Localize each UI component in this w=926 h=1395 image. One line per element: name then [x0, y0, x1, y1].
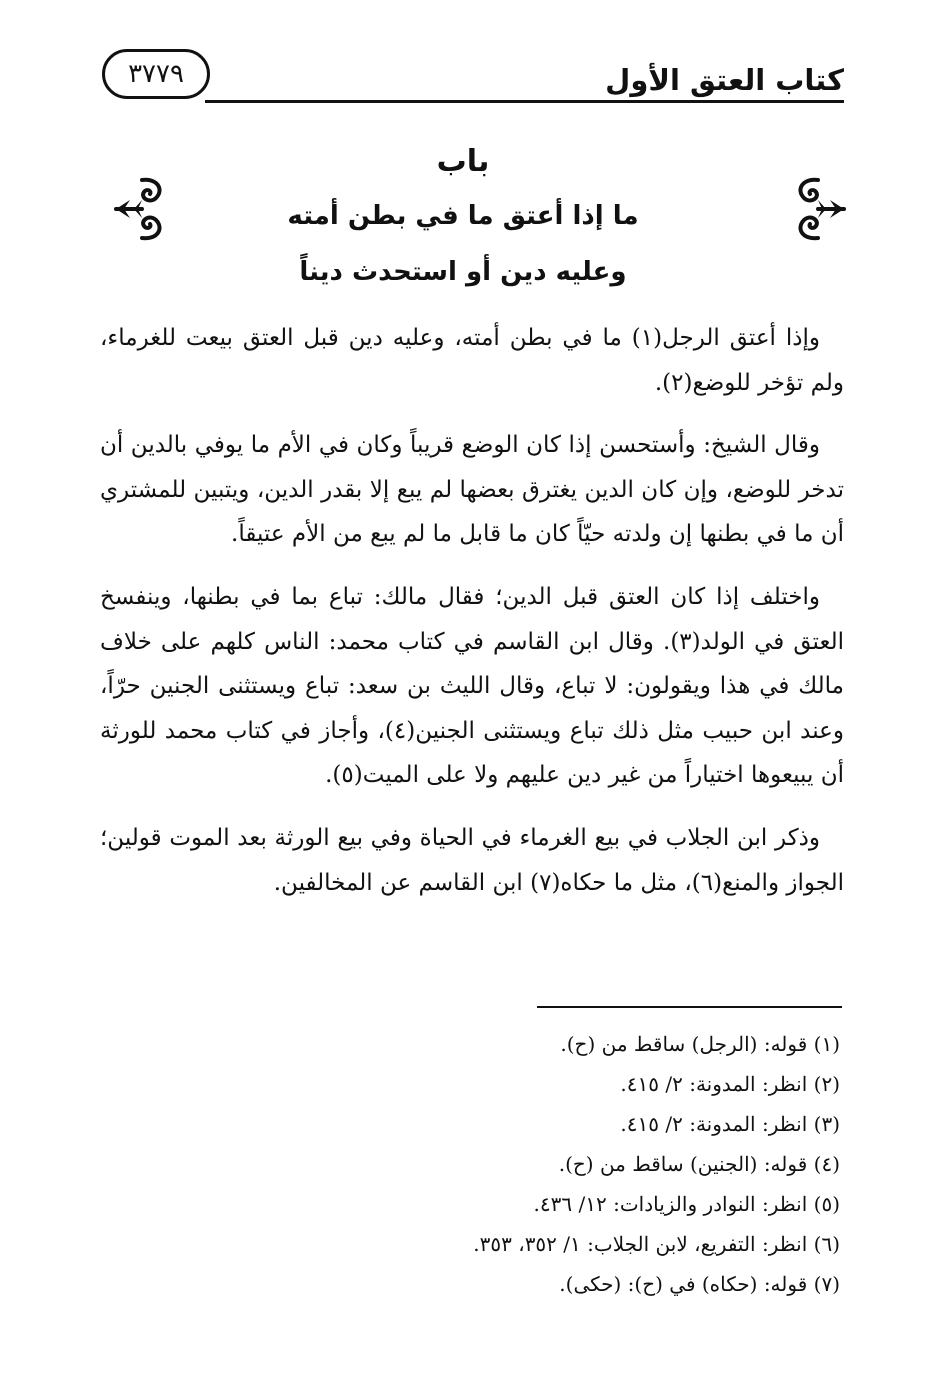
page-number-frame [102, 49, 210, 99]
footnote: (٥) انظر: النوادر والزيادات: ١٢/ ٤٣٦. [533, 1192, 840, 1216]
paragraph: وإذا أعتق الرجل(١) ما في بطن أمته، وعليه دين قبل العتق بيعت للغرماء، ولم تؤخر للوضع(٢). [100, 325, 844, 396]
page-number: ٣٧٧٩ [128, 59, 184, 89]
footnote: (١) قوله: (الرجل) ساقط من (ح). [560, 1032, 840, 1056]
footnote: (٣) انظر: المدونة: ٢/ ٤١٥. [620, 1112, 840, 1136]
footnote: (٢) انظر: المدونة: ٢/ ٤١٥. [620, 1072, 840, 1096]
footnote: (٦) انظر: التفريع، لابن الجلاب: ١/ ٣٥٢، ٣٥٣. [473, 1232, 840, 1256]
chapter-label: باب [436, 144, 490, 179]
paragraph: واختلف إذا كان العتق قبل الدين؛ فقال مالك: تباع بما في بطنها، وينفسخ العتق في الولد(٣). وقال ابن القاسم في كتاب محمد: الناس كلهم على خلاف مالك في هذا ويقولون: لا تباع، وقال الليث بن سعد: تباع ويستثنى الجنين حرّاً، وعند ابن حبيب مثل ذلك تباع ويستثنى الجنين(٤)، وأجاز في كتاب محمد للورثة أن يبيعوها اختياراً من غير دين عليهم ولا على الميت(٥). [100, 583, 844, 789]
arabesque-ornament-icon [110, 170, 172, 248]
chapter-title-line: ما إذا أعتق ما في بطن أمته [287, 201, 639, 231]
arabesque-ornament-icon [788, 170, 850, 248]
chapter-heading [200, 140, 726, 310]
footnote: (٧) قوله: (حكاه) في (ح): (حكى). [559, 1272, 840, 1296]
footnotes [100, 1024, 840, 1304]
footnote-separator [537, 1006, 842, 1008]
chapter-title-line: وعليه دين أو استحدث ديناً [299, 257, 627, 287]
footnote: (٤) قوله: (الجنين) ساقط من (ح). [558, 1152, 840, 1176]
header-rule [205, 100, 844, 103]
paragraph: وقال الشيخ: وأستحسن إذا كان الوضع قريباً وكان في الأم ما يوفي بالدين أن تدخر للوضع، وإن كان الدين يغترق بعضها لم يبع إلا بقدر الدين، ويتبين للمشتري أن ما في بطنها إن ولدته حيّاً كان ما قابل ما لم يبع من الأم عتيقاً. [100, 432, 844, 548]
body-text [100, 316, 844, 923]
running-header-title: كتاب العتق الأول [605, 63, 844, 97]
paragraph: وذكر ابن الجلاب في بيع الغرماء في الحياة وفي بيع الورثة بعد الموت قولين؛ الجواز والمنع(٦)، مثل ما حكاه(٧) ابن القاسم عن المخالفين. [100, 824, 844, 896]
